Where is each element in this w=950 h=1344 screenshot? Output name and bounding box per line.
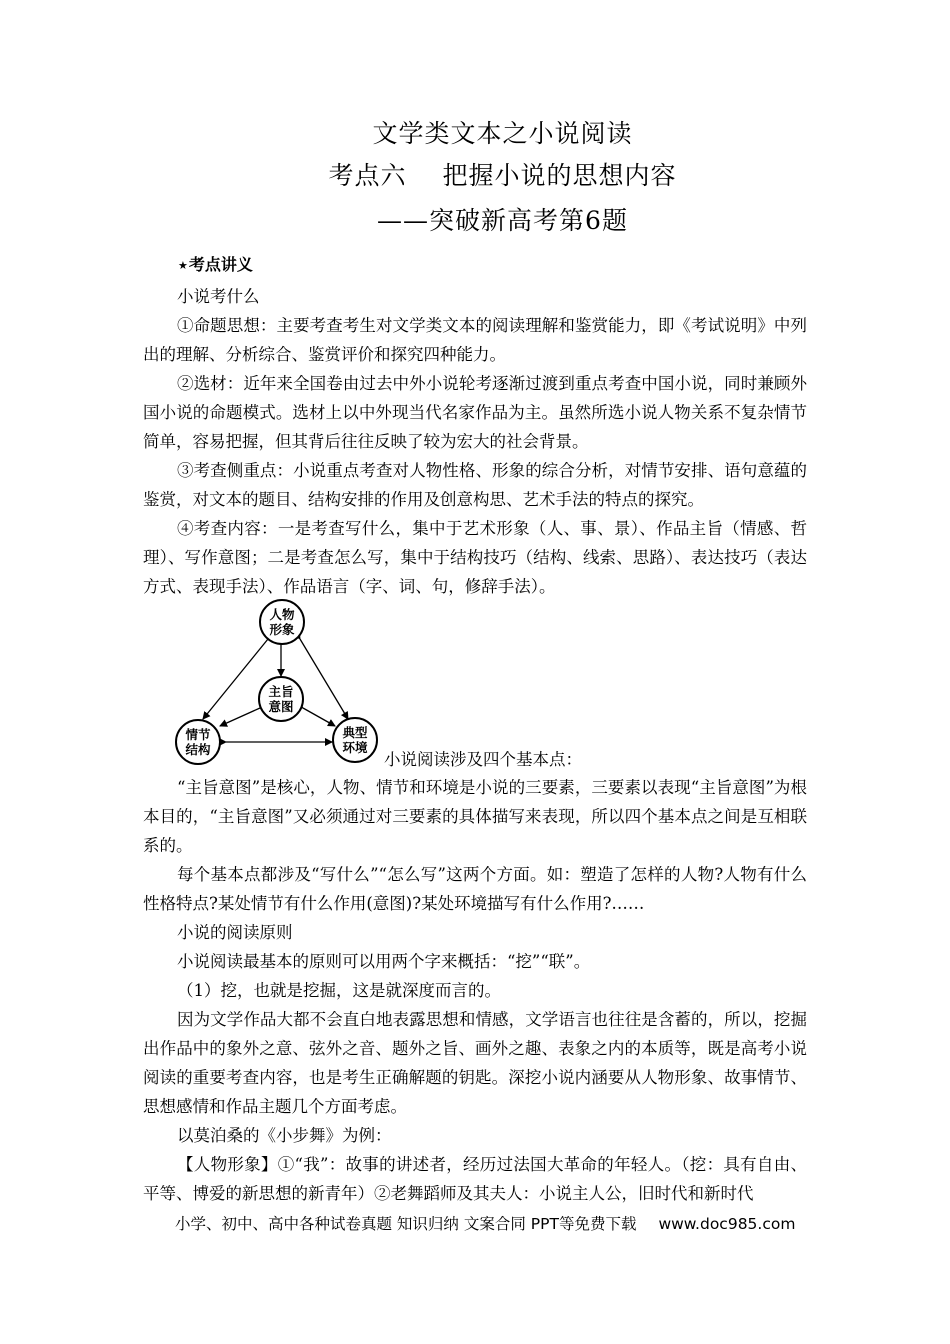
node-plot-l2: 结构 bbox=[185, 742, 211, 757]
node-theme bbox=[259, 677, 303, 721]
arrow-center-right bbox=[303, 708, 335, 726]
subtitle-part-b: 把握小说的思想内容 bbox=[442, 161, 677, 190]
subtitle-part-a: 考点六 bbox=[328, 161, 407, 190]
node-character bbox=[260, 600, 304, 644]
paragraph: 每个基本点都涉及“写什么”“怎么写”这两个方面。如：塑造了怎样的人物?人物有什么性格特点?某处情节有什么作用(意图)?某处环境描写有什么作用?…… bbox=[143, 865, 807, 913]
paragraph: 小说阅读最基本的原则可以用两个字来概括：“挖”“联”。 bbox=[177, 952, 591, 971]
footer-url[interactable]: www.doc985.com bbox=[658, 1215, 796, 1233]
node-environment-l1: 典型 bbox=[342, 725, 368, 740]
arrow-top-right bbox=[300, 639, 348, 719]
body-top bbox=[143, 282, 807, 601]
paragraph: ①命题思想：主要考查考生对文学类文本的阅读理解和鉴赏能力，即《考试说明》中列出的理解、分析综合、鉴赏评价和探究四种能力。 bbox=[143, 316, 807, 364]
star-icon: ★ bbox=[178, 259, 188, 272]
heading-what-tested: 小说考什么 bbox=[177, 287, 260, 306]
page-footer bbox=[175, 1212, 795, 1234]
doc-title: 文学类文本之小说阅读 bbox=[372, 119, 633, 148]
paragraph: （1）挖，也就是挖掘，这是就深度而言的。 bbox=[177, 981, 501, 1000]
paragraph: ④考查内容：一是考查写什么，集中于艺术形象（人、事、景）、作品主旨（情感、哲理）、写作意图；二是考查怎么写，集中于结构技巧（结构、线索、思路）、表达技巧（表达方式、表现手法）、作品语言（字、词、句，修辞手法）。 bbox=[143, 519, 807, 596]
arrow-center-left bbox=[220, 708, 260, 726]
paragraph: 因为文学作品大都不会直白地表露思想和情感，文学语言也往往是含蓄的，所以，挖掘出作品中的象外之意、弦外之音、题外之旨、画外之趣、表象之内的本质等，既是高考小说阅读的重要考查内容，也是考生正确解题的钥匙。深挖小说内涵要从人物形象、故事情节、思想感情和作品主题几个方面考虑。 bbox=[143, 1010, 807, 1116]
node-environment bbox=[333, 718, 377, 762]
heading-reading-principles: 小说的阅读原则 bbox=[177, 923, 293, 942]
section-heading bbox=[178, 252, 253, 275]
paragraph: 以莫泊桑的《小步舞》为例： bbox=[177, 1126, 392, 1145]
arrow-top-left bbox=[203, 639, 268, 719]
body-bottom bbox=[143, 773, 807, 1208]
doc-subtitle-2: ——突破新高考第6题 bbox=[377, 206, 628, 235]
paragraph: 【人物形象】①“我”：故事的讲述者，经历过法国大革命的年轻人。（挖：具有自由、平等、博爱的新思想的新青年）②老舞蹈师及其夫人：小说主人公，旧时代和新时代 bbox=[143, 1155, 807, 1203]
paragraph: ②选材：近年来全国卷由过去中外小说轮考逐渐过渡到重点考查中国小说，同时兼顾外国小说的命题模式。选材上以中外现当代名家作品为主。虽然所选小说人物关系不复杂情节简单，容易把握，但其背后往往反映了较为宏大的社会背景。 bbox=[143, 374, 807, 451]
paragraph: “主旨意图”是核心，人物、情节和环境是小说的三要素，三要素以表现“主旨意图”为根本目的，“主旨意图”又必须通过对三要素的具体描写来表现，所以四个基本点之间是互相联系的。 bbox=[143, 778, 807, 855]
doc-subtitle bbox=[0, 156, 950, 192]
footer-text: 小学、初中、高中各种试卷真题 知识归纳 文案合同 PPT等免费下载 bbox=[175, 1215, 637, 1233]
node-theme-l2: 意图 bbox=[268, 699, 294, 714]
diagram-caption: 小说阅读涉及四个基本点： bbox=[384, 750, 582, 769]
node-plot-l1: 情节 bbox=[185, 727, 211, 742]
node-character-l1: 人物 bbox=[269, 607, 295, 622]
section-label: 考点讲义 bbox=[188, 255, 253, 274]
paragraph: ③考查侧重点：小说重点考查对人物性格、形象的综合分析，对情节安排、语句意蕴的鉴赏，对文本的题目、结构安排的作用及创意构思、艺术手法的特点的探究。 bbox=[143, 461, 807, 509]
node-plot bbox=[176, 720, 220, 764]
node-character-l2: 形象 bbox=[269, 622, 295, 637]
node-environment-l2: 环境 bbox=[342, 740, 368, 755]
node-theme-l1: 主旨 bbox=[268, 684, 294, 699]
four-points-diagram bbox=[172, 598, 384, 770]
